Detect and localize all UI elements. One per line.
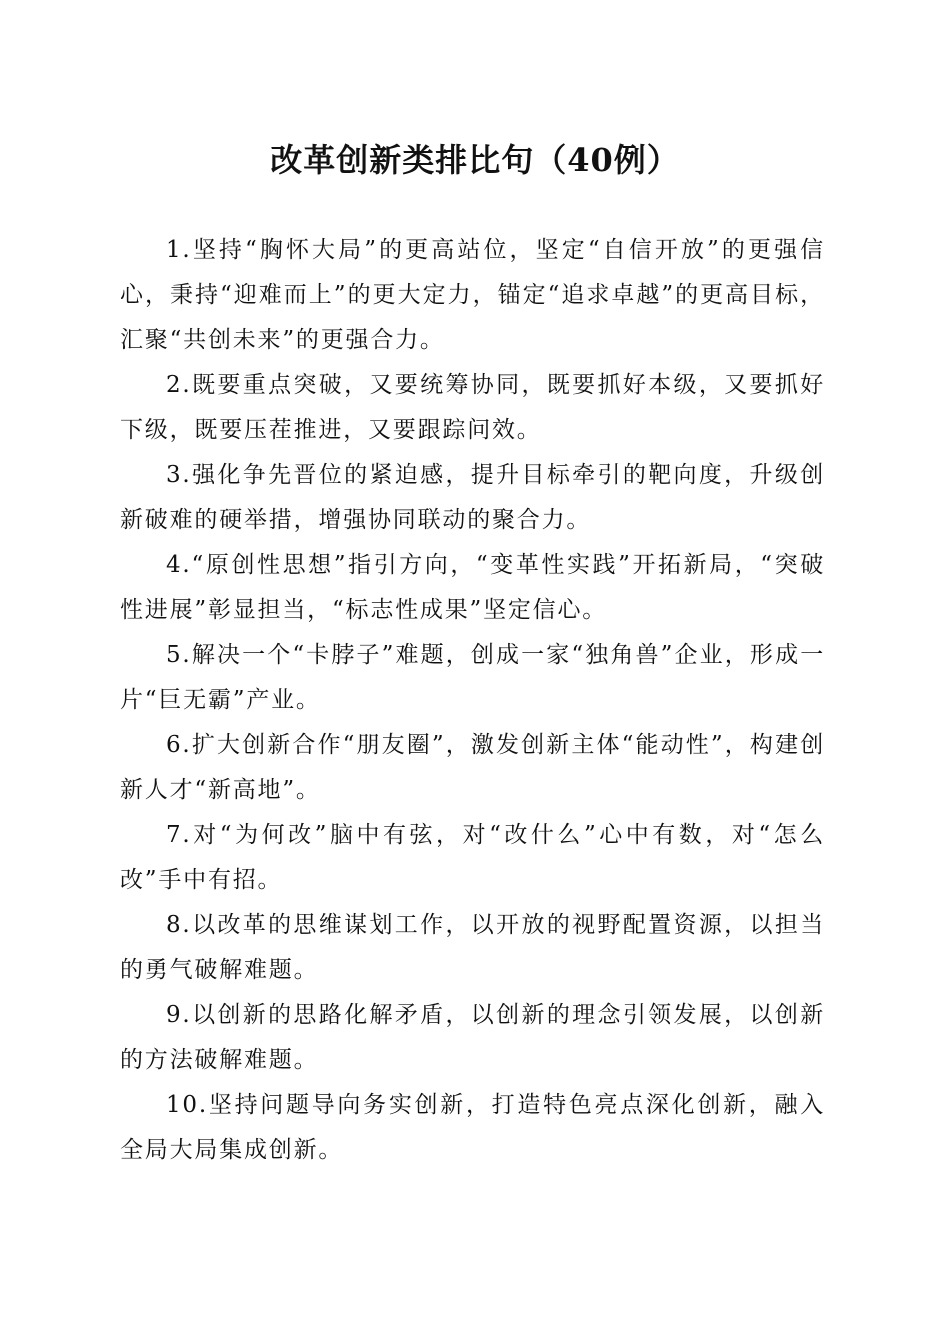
paragraph-9: 9.以创新的思路化解矛盾，以创新的理念引领发展，以创新的方法破解难题。 [120,1002,825,1073]
document-body [120,228,825,1173]
document-title: 改革创新类排比句（40例） [270,141,680,179]
paragraph-7: 7.对“为何改”脑中有弦，对“改什么”心中有数，对“怎么改”手中有招。 [120,822,825,893]
paragraph-4: 4.“原创性思想”指引方向，“变革性实践”开拓新局，“突破性进展”彰显担当，“标志性成果”坚定信心。 [120,552,825,623]
paragraph-2: 2.既要重点突破，又要统筹协同，既要抓好本级，又要抓好下级，既要压茬推进，又要跟踪问效。 [120,372,825,443]
paragraph-10: 10.坚持问题导向务实创新，打造特色亮点深化创新，融入全局大局集成创新。 [120,1092,825,1163]
paragraph-6: 6.扩大创新合作“朋友圈”，激发创新主体“能动性”，构建创新人才“新高地”。 [120,732,825,803]
paragraph-3: 3.强化争先晋位的紧迫感，提升目标牵引的靶向度，升级创新破难的硬举措，增强协同联动的聚合力。 [120,462,825,533]
paragraph-1: 1.坚持“胸怀大局”的更高站位，坚定“自信开放”的更强信心，秉持“迎难而上”的更大定力，锚定“追求卓越”的更高目标，汇聚“共创未来”的更强合力。 [120,237,825,353]
paragraph-8: 8.以改革的思维谋划工作，以开放的视野配置资源，以担当的勇气破解难题。 [120,912,825,983]
paragraph-5: 5.解决一个“卡脖子”难题，创成一家“独角兽”企业，形成一片“巨无霸”产业。 [120,642,825,713]
